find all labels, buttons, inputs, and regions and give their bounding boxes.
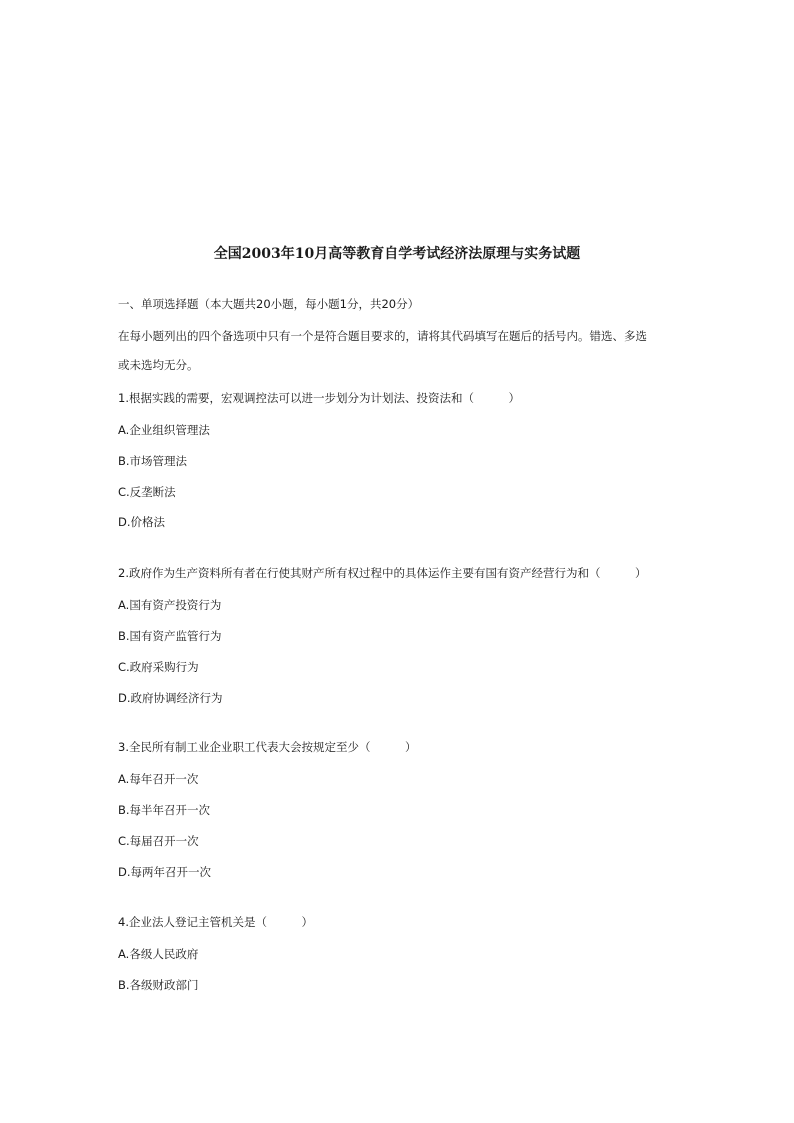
question-2-option-b: B.国有资产监管行为: [118, 629, 222, 643]
instructions-line-1: 在每小题列出的四个备选项中只有一个是符合题目要求的，请将其代码填写在题后的括号内。错选、多选: [118, 329, 647, 343]
question-4-stem: 4.企业法人登记主管机关是（ ）: [118, 915, 313, 929]
question-3-stem: 3.全民所有制工业企业职工代表大会按规定至少（ ）: [118, 740, 417, 754]
question-3-option-b: B.每半年召开一次: [118, 803, 211, 817]
question-1-stem: 1.根据实践的需要，宏观调控法可以进一步划分为计划法、投资法和（ ）: [118, 391, 520, 405]
question-2-option-a: A.国有资产投资行为: [118, 598, 222, 612]
question-3-option-d: D.每两年召开一次: [118, 865, 212, 879]
question-4-option-b: B.各级财政部门: [118, 978, 199, 992]
question-1-option-d: D.价格法: [118, 515, 166, 529]
question-3-option-a: A.每年召开一次: [118, 772, 199, 786]
question-2-option-c: C.政府采购行为: [118, 660, 199, 674]
question-2-option-d: D.政府协调经济行为: [118, 691, 223, 705]
instructions-line-2: 或未选均无分。: [118, 358, 199, 372]
question-1-option-b: B.市场管理法: [118, 454, 188, 468]
question-4-option-a: A.各级人民政府: [118, 947, 199, 961]
question-1-option-a: A.企业组织管理法: [118, 423, 210, 437]
section-heading: 一、单项选择题（本大题共20小题，每小题1分，共20分）: [118, 297, 420, 311]
question-3-option-c: C.每届召开一次: [118, 834, 199, 848]
question-2-stem: 2.政府作为生产资料所有者在行使其财产所有权过程中的具体运作主要有国有资产经营行为和（ ）: [118, 566, 647, 580]
question-1-option-c: C.反垄断法: [118, 485, 176, 499]
exam-title: 全国2003年10月高等教育自学考试经济法原理与实务试题: [213, 246, 581, 262]
